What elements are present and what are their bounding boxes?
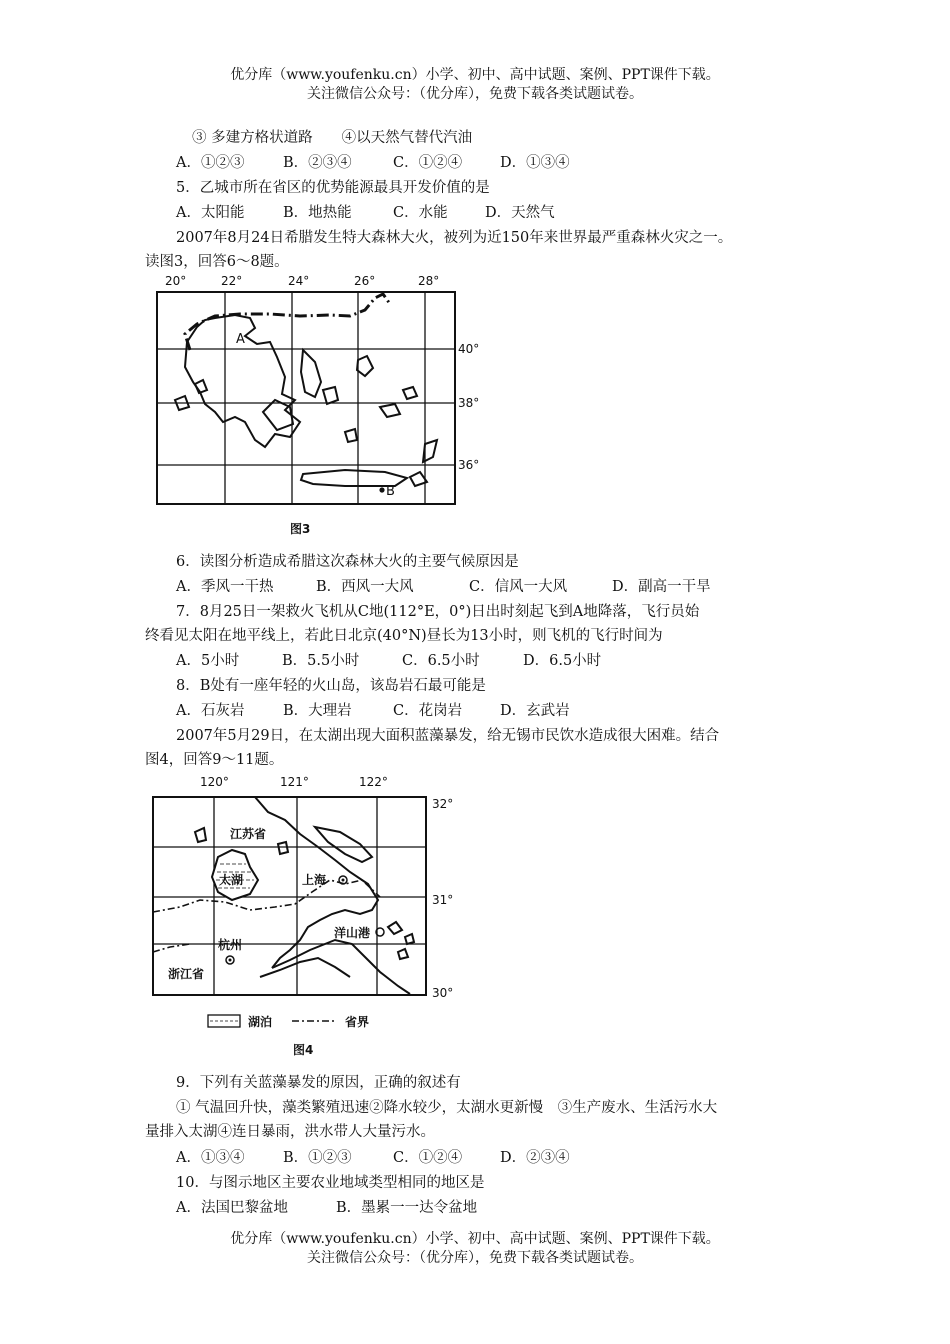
header-line-1: 优分库（www.youfenku.cn）小学、初中、高中试题、案例、PPT课件下载。	[230, 67, 720, 83]
q4-items: ③ 多建方格状道路 ④以天然气替代汽油	[192, 130, 473, 146]
q10-stem: 10．与图示地区主要农业地域类型相同的地区是	[176, 1175, 485, 1191]
option: A．①③④	[176, 1150, 245, 1166]
lon-label: 22°	[221, 274, 243, 288]
figure-3-map	[145, 272, 480, 540]
q9-stem: 9．下列有关蓝藻暴发的原因，正确的叙述有	[176, 1075, 461, 1091]
place-label: 江苏省	[230, 827, 267, 841]
lon-label: 122°	[359, 775, 388, 789]
q7-options	[176, 651, 601, 671]
lon-label: 20°	[165, 274, 187, 288]
intro4-line-1: 2007年5月29日，在太湖出现大面积蓝藻暴发，给无锡市民饮水造成很大困难。结合	[176, 728, 720, 744]
legend-border-label: 省界	[345, 1015, 370, 1029]
lon-label: 24°	[288, 274, 310, 288]
intro3-line-2: 读图3，回答6～8题。	[145, 254, 289, 270]
q6-options	[176, 577, 711, 597]
lat-label: 32°	[432, 797, 454, 811]
q7-line-1: 7．8月25日一架救火飞机从C地(112°E，0°)日出时刻起飞到A地降落，飞行员始	[176, 604, 700, 620]
q9-options	[176, 1148, 570, 1168]
option: C．信风一大风	[469, 579, 568, 595]
option: B．②③④	[283, 155, 352, 171]
option: A．太阳能	[176, 205, 245, 221]
q7-line-2: 终看见太阳在地平线上，若此日北京(40°N)昼长为13小时，则飞机的飞行时间为	[145, 628, 663, 644]
q5-options	[176, 203, 555, 223]
option: B．西风一大风	[316, 579, 414, 595]
q6-stem: 6．读图分析造成希腊这次森林大火的主要气候原因是	[176, 554, 519, 570]
option: C．水能	[393, 205, 448, 221]
option: D．天然气	[485, 205, 555, 221]
lon-label: 26°	[354, 274, 376, 288]
lat-label: 31°	[432, 893, 454, 907]
q5-stem: 5．乙城市所在省区的优势能源最具开发价值的是	[176, 180, 490, 196]
option: D．①③④	[500, 155, 570, 171]
q8-stem: 8．B处有一座年轻的火山岛，该岛岩石最可能是	[176, 678, 486, 694]
q4-options	[176, 153, 570, 173]
lon-label: 121°	[280, 775, 309, 789]
option: B．墨累一一达令盆地	[336, 1200, 478, 1216]
option: D．6.5小时	[523, 653, 602, 669]
option: A．①②③	[176, 155, 245, 171]
figure-3-caption: 图3	[290, 522, 311, 536]
place-label: 太湖	[219, 873, 244, 887]
option: B．①②③	[283, 1150, 352, 1166]
place-label: 上海	[302, 873, 327, 887]
q10-options	[176, 1198, 477, 1218]
figure-4-caption: 图4	[293, 1043, 314, 1057]
option: D．②③④	[500, 1150, 570, 1166]
option: C．①②④	[393, 155, 463, 171]
option: D．玄武岩	[500, 703, 570, 719]
province-border	[153, 880, 380, 952]
point-a-label: A	[236, 332, 245, 347]
lat-label: 38°	[458, 396, 480, 410]
place-label: 洋山港	[334, 926, 371, 940]
q8-options	[176, 701, 570, 721]
option: A．5小时	[176, 653, 240, 669]
lat-label: 36°	[458, 458, 480, 472]
option: B．大理岩	[283, 703, 352, 719]
border-line	[185, 294, 390, 350]
coastline	[175, 315, 437, 486]
point-markers	[379, 487, 384, 492]
option: C．①②④	[393, 1150, 463, 1166]
point-b-label: B	[386, 484, 395, 499]
place-label: 杭州	[218, 938, 243, 952]
lon-label: 28°	[418, 274, 440, 288]
option: A．法国巴黎盆地	[176, 1200, 288, 1216]
header-line-2: 关注微信公众号：（优分库），免费下载各类试题试卷。	[307, 86, 643, 102]
footer-line-2: 关注微信公众号：（优分库），免费下载各类试题试卷。	[307, 1250, 643, 1266]
footer-line-1: 优分库（www.youfenku.cn）小学、初中、高中试题、案例、PPT课件下载。	[230, 1231, 720, 1247]
option: C．6.5小时	[402, 653, 480, 669]
place-label: 浙江省	[168, 967, 205, 981]
lon-label: 120°	[200, 775, 229, 789]
option: B．5.5小时	[282, 653, 360, 669]
intro4-line-2: 图4，回答9～11题。	[145, 752, 284, 768]
option: C．花岗岩	[393, 703, 463, 719]
option: B．地热能	[283, 205, 352, 221]
lat-label: 40°	[458, 342, 480, 356]
q9-line-1: ① 气温回升快，藻类繁殖迅速②降水较少，太湖水更新慢 ③生产废水、生活污水大	[176, 1100, 718, 1116]
lat-label: 30°	[432, 986, 454, 1000]
option: A．石灰岩	[176, 703, 245, 719]
q9-line-2: 量排入太湖④连日暴雨，洪水带人大量污水。	[145, 1124, 435, 1140]
legend-lake-label: 湖泊	[248, 1015, 273, 1029]
option: A．季风一干热	[176, 579, 274, 595]
figure-4-map	[140, 772, 470, 1062]
option: D．副高一干旱	[612, 579, 711, 595]
intro3-line-1: 2007年8月24日希腊发生特大森林大火，被列为近150年来世界最严重森林火灾之一。	[176, 230, 733, 246]
